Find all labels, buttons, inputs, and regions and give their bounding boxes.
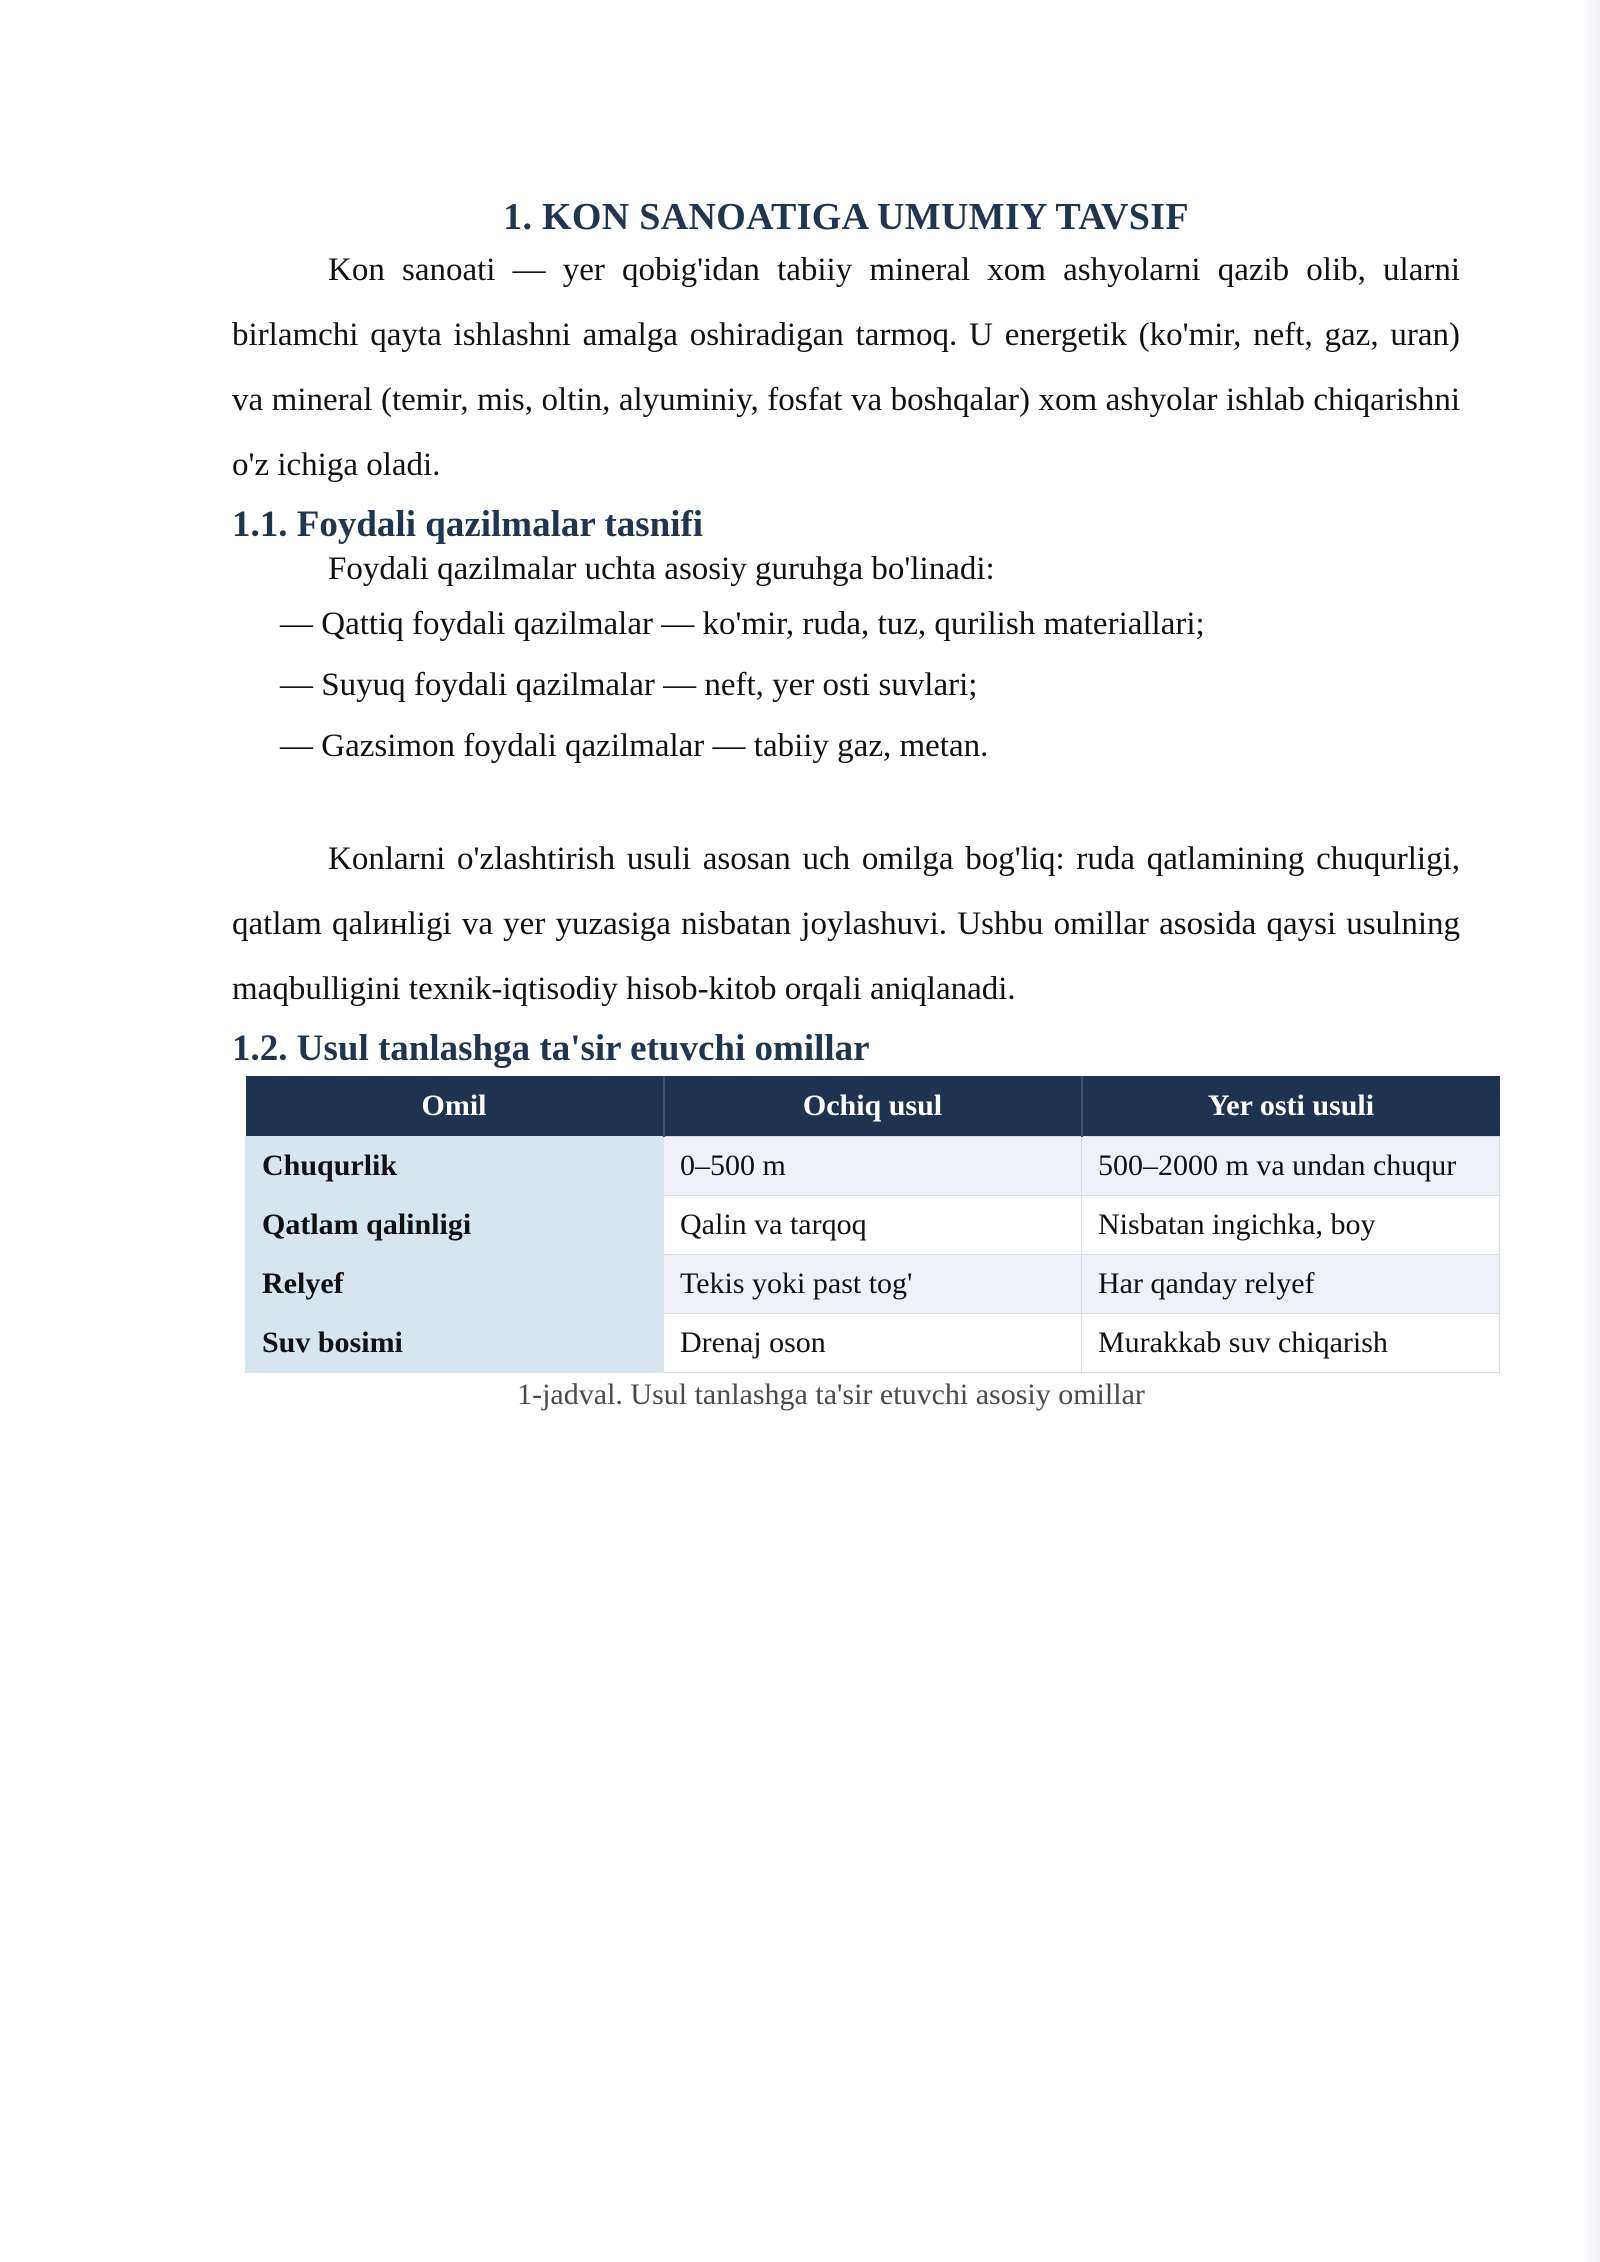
- table-row: [246, 1314, 1500, 1373]
- table-cell: Nisbatan ingichka, boy: [1082, 1196, 1500, 1255]
- column-header: Omil: [246, 1076, 664, 1137]
- table-cell: Har qanday relyef: [1082, 1255, 1500, 1314]
- table-cell: Chuqurlik: [246, 1137, 664, 1196]
- classification-lead: Foydali qazilmalar uchta asosiy guruhga bo'linadi:: [328, 551, 995, 587]
- table-cell: Relyef: [246, 1255, 664, 1314]
- section-title: 1. KON SANOATIGA UMUMIY TAVSIF: [503, 196, 1189, 238]
- table-cell: 0–500 m: [664, 1137, 1082, 1196]
- page-edge-shadow: [1582, 0, 1600, 2262]
- table-row: [246, 1137, 1500, 1196]
- mineral-groups-list: [232, 594, 1460, 777]
- table-cell: Murakkab suv chiqarish: [1082, 1314, 1500, 1373]
- list-item: — Qattiq foydali qazilmalar — ko'mir, ruda, tuz, qurilish materiallari;: [280, 606, 1205, 642]
- column-header: Ochiq usul: [664, 1076, 1082, 1137]
- table-cell: Qalin va tarqoq: [664, 1196, 1082, 1255]
- table-row: [246, 1196, 1500, 1255]
- column-header: Yer osti usuli: [1082, 1076, 1500, 1137]
- subsection-title-1-2: 1.2. Usul tanlashga ta'sir etuvchi omillar: [232, 1028, 870, 1069]
- list-item: — Suyuq foydali qazilmalar — neft, yer osti suvlari;: [280, 667, 978, 703]
- subsection-title-1-1: 1.1. Foydali qazilmalar tasnifi: [232, 504, 704, 545]
- method-paragraph: Konlarni o'zlashtirish usuli asosan uch omilga bog'liq: ruda qatlamining chuqurligi, qatlam qalинligi va yer yuzasiga nisbatan joylashuvi. Ushbu omillar asosida qaysi usulning maqbulligini texnik-iqtisodiy hisob-kitob orqali aniqlanadi.: [232, 841, 1460, 1007]
- table-cell: Drenaj oson: [664, 1314, 1082, 1373]
- table-cell: Tekis yoki past tog': [664, 1255, 1082, 1314]
- intro-paragraph: Kon sanoati — yer qobig'idan tabiiy mineral xom ashyolarni qazib olib, ularni birlamchi qayta ishlashni amalga oshiradigan tarmoq. U energetik (ko'mir, neft, gaz, uran) va mineral (temir, mis, oltin, alyuminiy, fosfat va boshqalar) xom ashyolar ishlab chiqarishni o'z ichiga oladi.: [232, 252, 1460, 483]
- table-cell: Suv bosimi: [246, 1314, 664, 1373]
- document-page: [232, 192, 1460, 1417]
- list-item: — Gazsimon foydali qazilmalar — tabiiy gaz, metan.: [280, 728, 989, 764]
- table-header-row: [246, 1076, 1500, 1137]
- factors-table: [245, 1076, 1500, 1373]
- table-row: [246, 1255, 1500, 1314]
- table-cell: 500–2000 m va undan chuqur: [1082, 1137, 1500, 1196]
- table-cell: Qatlam qalinligi: [246, 1196, 664, 1255]
- table-caption: 1-jadval. Usul tanlashga ta'sir etuvchi asosiy omillar: [517, 1378, 1145, 1411]
